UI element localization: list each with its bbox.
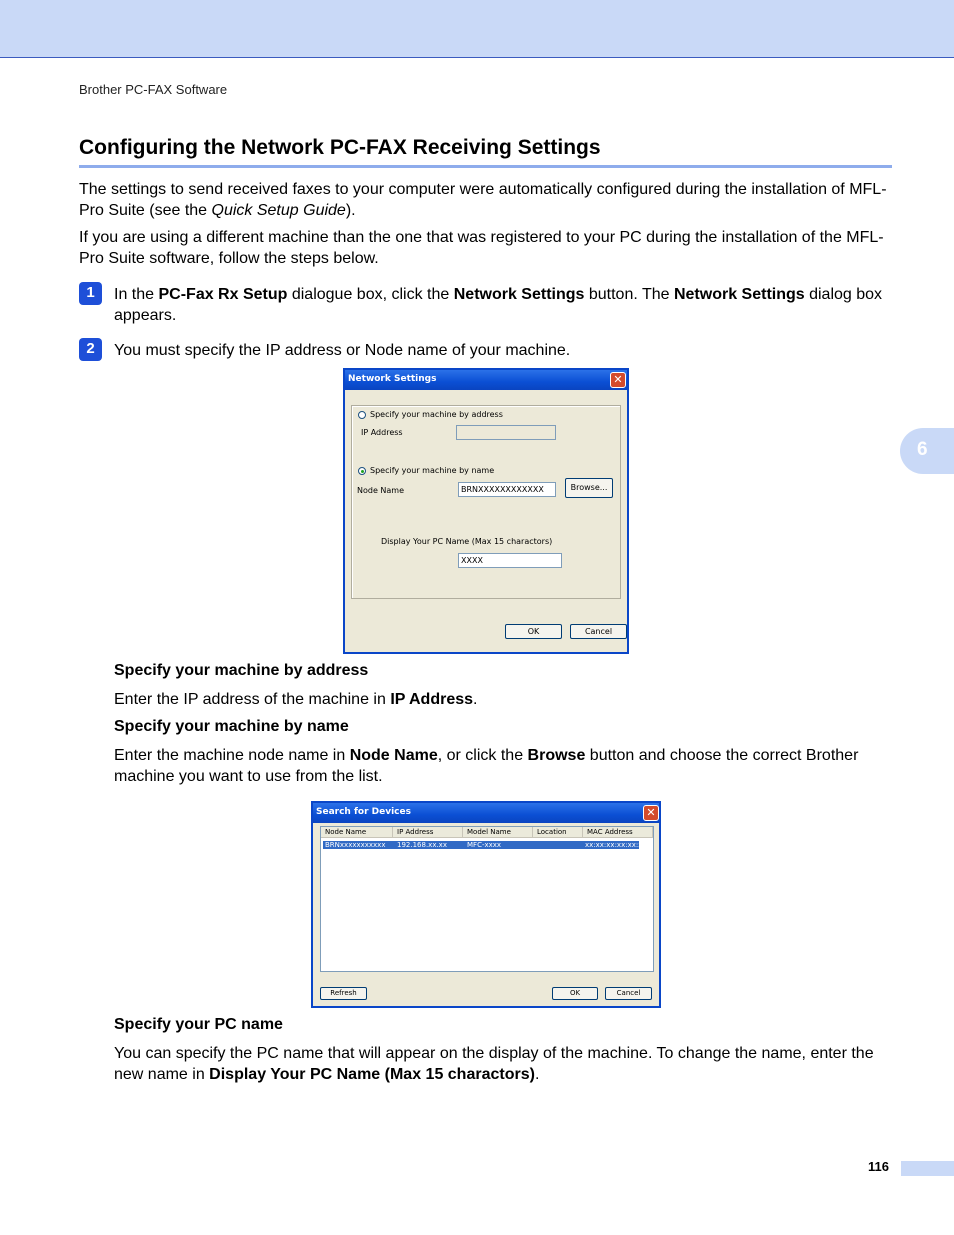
ip-address-field[interactable] (456, 425, 556, 440)
page-number-bar (901, 1161, 954, 1176)
pcname-subheading: Specify your PC name (114, 1016, 283, 1033)
column-node-name[interactable]: Node Name (321, 827, 393, 838)
close-icon[interactable]: ✕ (610, 372, 626, 388)
step-1-badge (79, 282, 102, 305)
ip-address-label: IP Address (361, 428, 403, 437)
chapter-tab (900, 428, 954, 474)
device-list[interactable] (320, 826, 654, 972)
intro-text: ). (345, 202, 356, 219)
search-devices-dialog (311, 801, 661, 1008)
refresh-button[interactable]: Refresh (320, 987, 367, 1000)
body-text: . (534, 1066, 540, 1083)
address-paragraph (114, 689, 892, 710)
step-bold: Network Settings (453, 286, 585, 303)
body-text: button and choose the correct Brother machine you want to use from the list. (114, 747, 859, 785)
body-bold: Browse (527, 747, 586, 764)
running-header: Brother PC-FAX Software (79, 82, 228, 97)
step-bold: PC-Fax Rx Setup (158, 286, 288, 303)
column-ip-address[interactable]: IP Address (393, 827, 463, 838)
body-text: You can specify the PC name that will appear on the display of the machine. To change the name, enter the new name in (114, 1045, 874, 1083)
network-settings-dialog (343, 368, 629, 654)
step-bold: Network Settings (673, 286, 805, 303)
dialog-title-bar (313, 803, 659, 823)
section-title: Configuring the Network PC-FAX Receiving Settings (79, 136, 601, 159)
intro-text: The settings to send received faxes to your computer were automatically configured during the installation of MFL-Pro Suite (see the (79, 181, 887, 219)
pcname-paragraph (114, 1043, 892, 1085)
radio-by-address[interactable] (358, 411, 366, 419)
dialog-title-bar (345, 370, 627, 390)
step-2-text: You must specify the IP address or Node name of your machine. (114, 342, 571, 359)
node-name-label: Node Name (357, 486, 405, 495)
row-node-name: BRNxxxxxxxxxxx (325, 841, 386, 849)
step-text: In the (114, 286, 159, 303)
pc-name-label: Display Your PC Name (Max 15 charactors) (381, 537, 553, 546)
step-1-text (114, 284, 892, 326)
chapter-number: 6 (917, 439, 928, 460)
column-mac-address[interactable]: MAC Address (583, 827, 653, 838)
row-model-name: MFC-xxxx (467, 841, 502, 849)
body-text: Enter the IP address of the machine in (114, 691, 391, 708)
radio-by-name[interactable] (358, 467, 366, 475)
step-text: button. The (584, 286, 674, 303)
quick-setup-guide-ref: Quick Setup Guide (211, 202, 346, 219)
ok-button[interactable]: OK (552, 987, 598, 1000)
row-mac-address: xx:xx:xx:xx:xx:xx (585, 841, 647, 849)
pc-name-field[interactable]: XXXX (458, 553, 562, 568)
step-2-badge (79, 338, 102, 361)
dialog-title: Search for Devices (316, 807, 411, 817)
table-row[interactable] (323, 841, 647, 849)
column-location[interactable]: Location (533, 827, 583, 838)
name-paragraph (114, 745, 892, 787)
title-underline (79, 165, 892, 168)
node-name-field[interactable]: BRNXXXXXXXXXXXX (458, 482, 556, 497)
radio-by-name-label: Specify your machine by name (370, 466, 495, 475)
intro-paragraph-2: If you are using a different machine than the one that was registered to your PC during the installation of the MFL-Pro Suite software, follow the steps below. (79, 229, 884, 267)
radio-by-address-label: Specify your machine by address (370, 410, 503, 419)
body-text: . (473, 691, 478, 708)
close-icon[interactable]: ✕ (643, 805, 659, 821)
body-bold: IP Address (390, 691, 474, 708)
list-header (321, 827, 653, 838)
top-header-band (0, 0, 954, 58)
body-bold: Display Your PC Name (Max 15 charactors) (209, 1066, 535, 1083)
page-number: 116 (868, 1159, 889, 1174)
body-bold: Node Name (349, 747, 438, 764)
step-number: 2 (86, 340, 95, 357)
step-text: dialog box appears. (114, 286, 883, 324)
body-text: , or click the (437, 747, 528, 764)
cancel-button[interactable]: Cancel (605, 987, 652, 1000)
body-text: Enter the machine node name in (114, 747, 350, 764)
row-ip-address: 192.168.xx.xx (397, 841, 447, 849)
step-number: 1 (86, 284, 95, 301)
browse-button[interactable]: Browse... (565, 478, 613, 498)
intro-paragraph-1 (79, 179, 892, 221)
ok-button[interactable]: OK (505, 624, 562, 639)
column-model-name[interactable]: Model Name (463, 827, 533, 838)
cancel-button[interactable]: Cancel (570, 624, 627, 639)
address-subheading: Specify your machine by address (114, 662, 369, 679)
step-text: dialogue box, click the (287, 286, 454, 303)
dialog-title: Network Settings (348, 374, 437, 384)
name-subheading: Specify your machine by name (114, 718, 349, 735)
